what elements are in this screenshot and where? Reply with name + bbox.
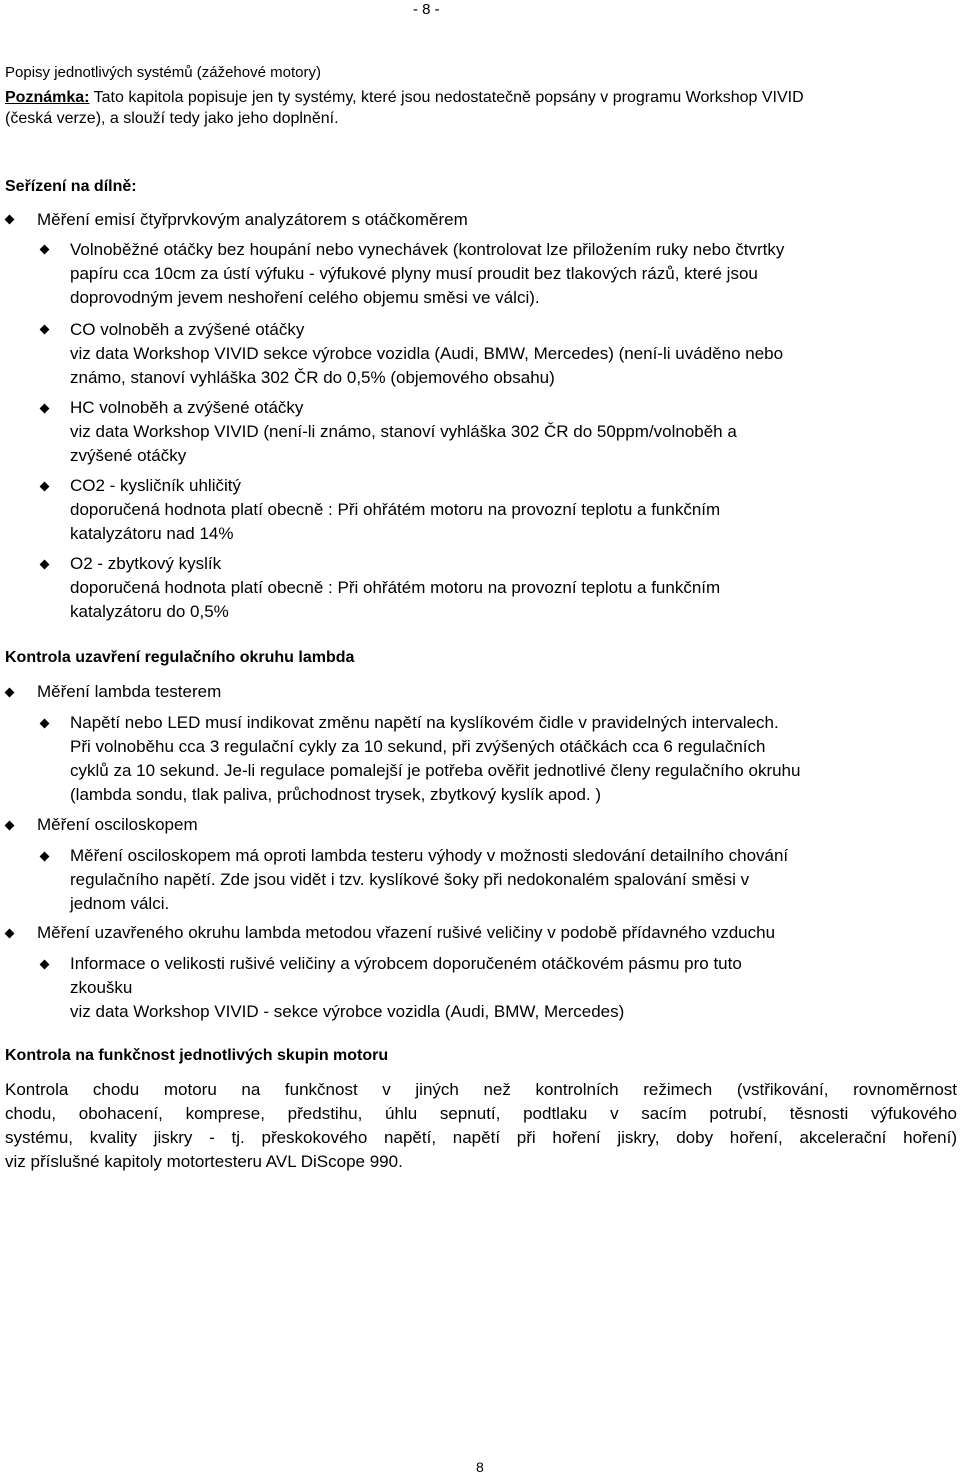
sub-item-co2-l2: doporučená hodnota platí obecně : Při ohřátém motoru na provozní teplotu a funkčním (70, 500, 721, 519)
sub-item-hc-l2: viz data Workshop VIVID (není-li známo, stanoví vyhláška 302 ČR do 50ppm/volnoběh a (70, 422, 737, 441)
list-item-lambda-tester: Měření lambda testerem (37, 682, 222, 701)
sub-item-co2-l3: katalyzátoru nad 14% (70, 524, 234, 543)
sub-item-osciloskop-l3: jednom válci. (70, 894, 170, 913)
bullet-diamond-icon (40, 560, 50, 570)
bullet-diamond-icon (5, 688, 15, 698)
sub-item-o2-l2: doporučená hodnota platí obecně : Při ohřátém motoru na provozní teplotu a funkčním (70, 578, 721, 597)
note-text-1: Tato kapitola popisuje jen ty systémy, které jsou nedostatečně popsány v programu Workshop VIVID (93, 89, 804, 106)
sub-item-o2-l3: katalyzátoru do 0,5% (70, 602, 229, 621)
bullet-diamond-icon (40, 719, 50, 729)
sub-item-volnobeh-l2: papíru cca 10cm za ústí výfuku - výfukové plyny musí proudit bez tlakových rázů, které jsou (70, 264, 758, 283)
sub-item-napeti-l4: (lambda sondu, tlak paliva, průchodnost trysek, zbytkový kyslík apod. ) (70, 785, 602, 804)
bullet-diamond-icon (5, 929, 15, 939)
section-heading-lambda: Kontrola uzavření regulačního okruhu lambda (5, 649, 355, 666)
paragraph-line-4: viz příslušné kapitoly motortesteru AVL DiScope 990. (5, 1152, 403, 1171)
bullet-diamond-icon (40, 404, 50, 414)
sub-item-co-l1: CO volnoběh a zvýšené otáčky (70, 320, 305, 339)
sub-item-osciloskop-l1: Měření osciloskopem má oproti lambda testeru výhody v možnosti sledování detailního chování (70, 846, 789, 865)
page-marker: - 8 - (413, 1, 440, 18)
section-heading-serizeni: Seřízení na dílně: (5, 178, 137, 195)
bullet-diamond-icon (40, 852, 50, 862)
sub-item-volnobeh-l3: doprovodným jevem neshoření celého objemu směsi ve válci). (70, 288, 540, 307)
bullet-diamond-icon (40, 245, 50, 255)
sub-item-hc-l3: zvýšené otáčky (70, 446, 187, 465)
sub-item-informace-l2: zkoušku (70, 978, 133, 997)
sub-item-co2-l1: CO2 - kysličník uhličitý (70, 476, 241, 495)
sub-item-o2-l1: O2 - zbytkový kyslík (70, 554, 222, 573)
bullet-diamond-icon (40, 960, 50, 970)
paragraph-line-1: Kontrola chodu motoru na funkčnost v jiných než kontrolních režimech (vstřikování, rovnoměrnost (5, 1080, 957, 1099)
note-line-1 (5, 88, 804, 107)
bullet-diamond-icon (40, 325, 50, 335)
sub-item-osciloskop-l2: regulačního napětí. Zde jsou vidět i tzv. kyslíkové šoky při nedokonalém spalování směsi v (70, 870, 750, 889)
note-line-2: (česká verze), a slouží tedy jako jeho doplnění. (5, 110, 339, 127)
sub-item-napeti-l3: cyklů za 10 sekund. Je-li regulace pomalejší je potřeba ověřit jednotlivé členy regulačního okruhu (70, 761, 801, 780)
list-item-osciloskop: Měření osciloskopem (37, 815, 198, 834)
section-heading-funkcnost: Kontrola na funkčnost jednotlivých skupin motoru (5, 1047, 389, 1064)
note-label: Poznámka: (5, 89, 90, 106)
sub-item-napeti-l2: Při volnoběhu cca 3 regulační cykly za 10 sekund, při zvýšených otáčkách cca 6 regulačních (70, 737, 766, 756)
sub-item-informace-l3: viz data Workshop VIVID - sekce výrobce vozidla (Audi, BMW, Mercedes) (70, 1002, 625, 1021)
sub-item-co-l3: známo, stanoví vyhláška 302 ČR do 0,5% (objemového obsahu) (70, 368, 555, 387)
bullet-diamond-icon (5, 215, 15, 225)
sub-item-co-l2: viz data Workshop VIVID sekce výrobce vozidla (Audi, BMW, Mercedes) (není-li uváděno nebo (70, 344, 784, 363)
paragraph-line-2: chodu, obohacení, komprese, předstihu, úhlu sepnutí, podtlaku v sacím potrubí, těsnosti výfukového (5, 1104, 957, 1123)
list-item-uzavreny-okruh: Měření uzavřeného okruhu lambda metodou vřazení rušivé veličiny v podobě přídavného vzduchu (37, 923, 776, 942)
chapter-subtitle: Popisy jednotlivých systémů (zážehové motory) (5, 64, 321, 81)
sub-item-informace-l1: Informace o velikosti rušivé veličiny a výrobcem doporučeném otáčkovém pásmu pro tuto (70, 954, 742, 973)
footer-page-number: 8 (476, 1459, 484, 1475)
list-item-emise: Měření emisí čtyřprvkovým analyzátorem s otáčkoměrem (37, 210, 468, 229)
bullet-diamond-icon (40, 482, 50, 492)
sub-item-hc-l1: HC volnoběh a zvýšené otáčky (70, 398, 304, 417)
sub-item-volnobeh-l1: Volnoběžné otáčky bez houpání nebo vynechávek (kontrolovat lze přiložením ruky nebo čtvrtky (70, 240, 785, 259)
sub-item-napeti-l1: Napětí nebo LED musí indikovat změnu napětí na kyslíkovém čidle v pravidelných intervalech. (70, 713, 779, 732)
paragraph-line-3: systému, kvality jiskry - tj. přeskokového napětí, napětí při hoření jiskry, doby hoření, akcelerační hoření) (5, 1128, 957, 1147)
bullet-diamond-icon (5, 821, 15, 831)
